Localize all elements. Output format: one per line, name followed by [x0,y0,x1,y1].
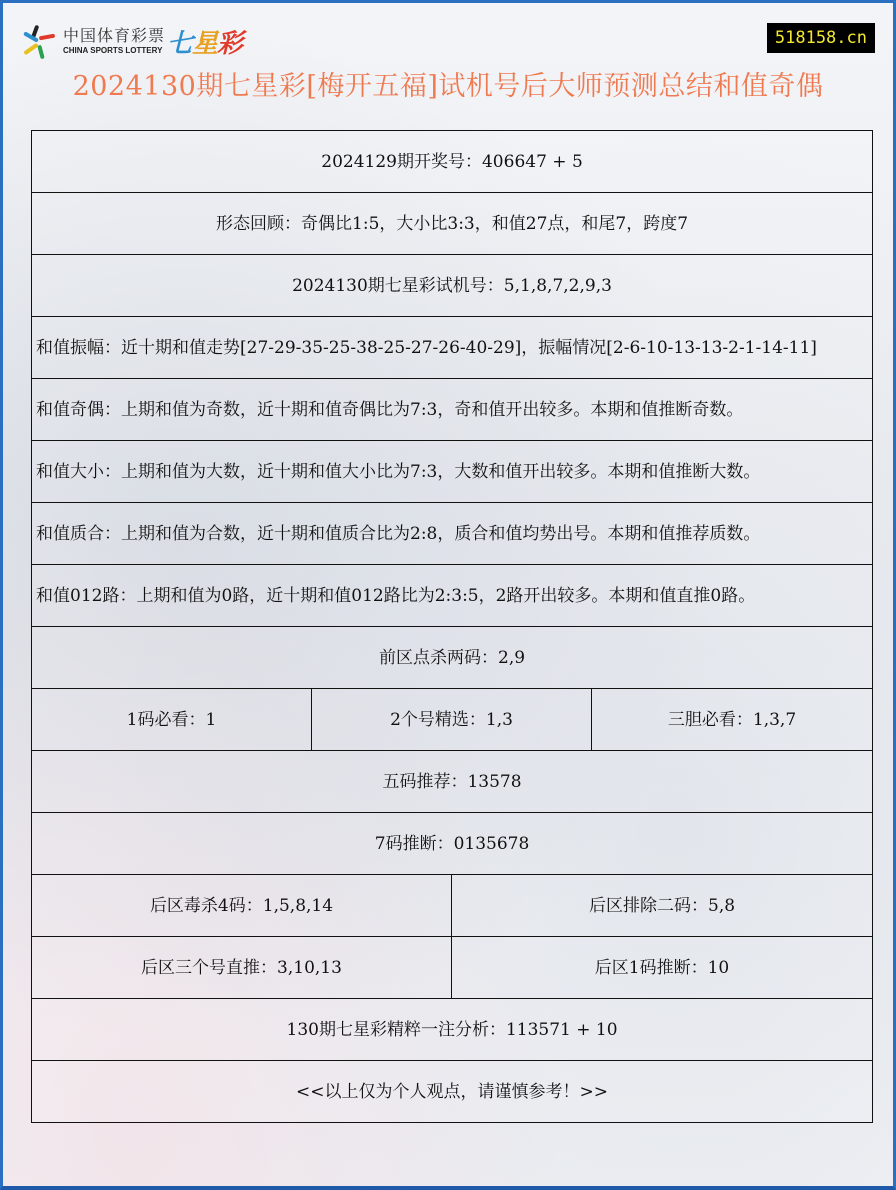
sum-odd-even-cell: 和值奇偶：上期和值为奇数，近十期和值奇偶比为7:3，奇和值开出较多。本期和值推断奇数。 [32,379,873,441]
sum-prime-cell: 和值质合：上期和值为合数，近十期和值质合比为2:8，质合和值均势出号。本期和值推荐质数。 [32,503,873,565]
table-row [32,999,873,1061]
table-row [32,503,873,565]
disclaimer-cell: <<以上仅为个人观点，请谨慎参考！>> [32,1061,873,1123]
prediction-table [31,130,873,1123]
back-three-cell: 后区三个号直推：3,10,13 [32,937,452,999]
two-pick-cell: 2个号精选：1,3 [312,689,592,751]
game-logo: 七星彩 [167,28,243,59]
lottery-star-icon [21,23,57,59]
sum-amplitude-cell: 和值振幅：近十期和值走势[27-29-35-25-38-25-27-26-40-29]，振幅情况[2-6-10-13-13-2-1-14-11] [32,317,873,379]
last-draw-cell: 2024129期开奖号：406647 + 5 [32,131,873,193]
front-kill-cell: 前区点杀两码：2,9 [32,627,873,689]
table-row [32,751,873,813]
page-title: 2024130期七星彩[梅开五福]试机号后大师预测总结和值奇偶 [72,71,824,102]
table-row [32,379,873,441]
sum-012-cell: 和值012路：上期和值为0路，近十期和值012路比为2:3:5，2路开出较多。本期和值直推0路。 [32,565,873,627]
three-dan-cell: 三胆必看：1,3,7 [592,689,873,751]
logo-cn-text: 中国体育彩票 [63,25,166,45]
five-code-cell: 五码推荐：13578 [32,751,873,813]
table-row [32,1061,873,1123]
pattern-review-cell: 形态回顾：奇偶比1:5，大小比3:3，和值27点，和尾7，跨度7 [32,193,873,255]
back-one-cell: 后区1码推断：10 [452,937,873,999]
one-code-cell: 1码必看：1 [32,689,312,751]
lottery-logo [21,21,242,61]
table-row [32,937,873,999]
table-row [32,193,873,255]
table-row [32,441,873,503]
table-row [32,131,873,193]
header [3,3,893,128]
table-row [32,813,873,875]
table-row [32,565,873,627]
table-row [32,627,873,689]
logo-en-text: CHINA SPORTS LOTTERY [63,45,163,55]
back-kill4-cell: 后区毒杀4码：1,5,8,14 [32,875,452,937]
back-exclude2-cell: 后区排除二码：5,8 [452,875,873,937]
table-row [32,875,873,937]
table-row [32,255,873,317]
test-numbers-cell: 2024130期七星彩试机号：5,1,8,7,2,9,3 [32,255,873,317]
sum-big-small-cell: 和值大小：上期和值为大数，近十期和值大小比为7:3，大数和值开出较多。本期和值推断大数。 [32,441,873,503]
best-pick-cell: 130期七星彩精粹一注分析：113571 + 10 [32,999,873,1061]
seven-code-cell: 7码推断：0135678 [32,813,873,875]
table-row [32,689,873,751]
site-badge[interactable]: 518158.cn [767,23,875,53]
table-row [32,317,873,379]
